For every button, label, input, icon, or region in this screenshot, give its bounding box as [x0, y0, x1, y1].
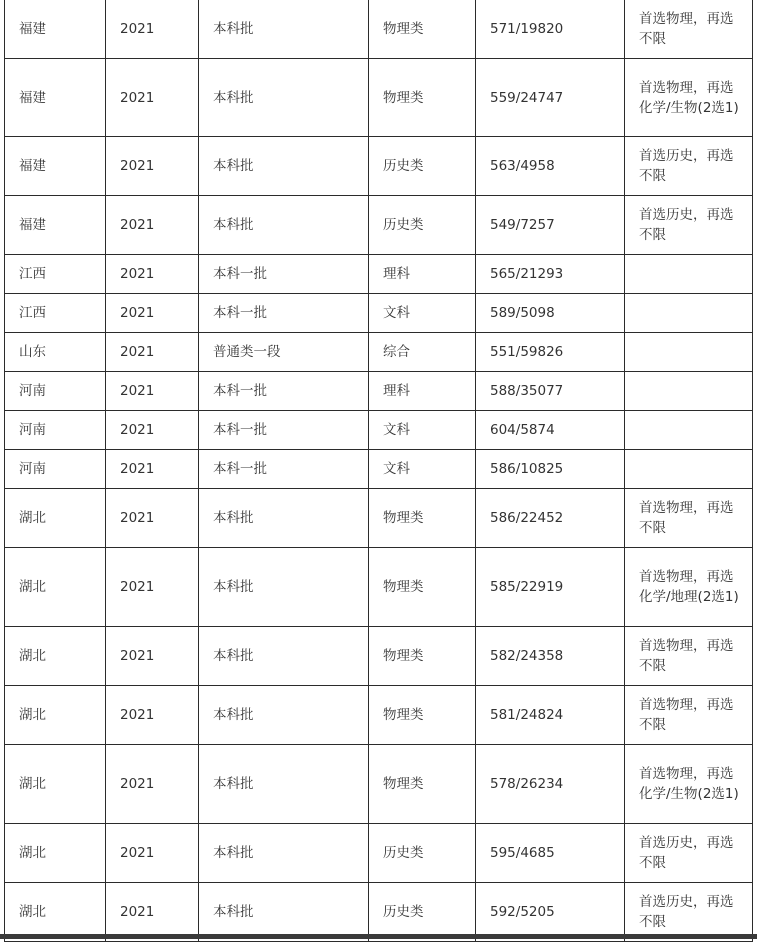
table-row [5, 745, 753, 824]
year-cell: 2021 [106, 0, 199, 59]
subject-category-cell: 物理类 [369, 0, 476, 59]
batch-cell: 本科批 [199, 824, 369, 883]
subject-category-cell: 文科 [369, 294, 476, 333]
batch-cell: 本科批 [199, 686, 369, 745]
table-row [5, 0, 753, 59]
table-row [5, 59, 753, 137]
subject-category-cell: 理科 [369, 255, 476, 294]
score-rank-cell: 563/4958 [476, 137, 625, 196]
province-cell: 湖北 [5, 824, 106, 883]
subject-category-cell: 物理类 [369, 548, 476, 627]
year-cell: 2021 [106, 294, 199, 333]
province-cell: 湖北 [5, 686, 106, 745]
table-row [5, 548, 753, 627]
year-cell: 2021 [106, 411, 199, 450]
batch-cell: 本科批 [199, 627, 369, 686]
year-cell: 2021 [106, 548, 199, 627]
table-row [5, 883, 753, 942]
province-cell: 湖北 [5, 883, 106, 942]
batch-cell: 本科批 [199, 196, 369, 255]
batch-cell: 本科批 [199, 59, 369, 137]
subject-requirement-cell [625, 294, 753, 333]
table-row [5, 137, 753, 196]
subject-requirement-cell: 首选物理，再选不限 [625, 489, 753, 548]
table-row [5, 450, 753, 489]
admission-score-table [4, 0, 753, 942]
subject-category-cell: 历史类 [369, 883, 476, 942]
year-cell: 2021 [106, 824, 199, 883]
batch-cell: 本科一批 [199, 450, 369, 489]
year-cell: 2021 [106, 137, 199, 196]
subject-category-cell: 文科 [369, 450, 476, 489]
subject-requirement-cell [625, 411, 753, 450]
batch-cell: 本科批 [199, 548, 369, 627]
subject-requirement-cell [625, 255, 753, 294]
score-rank-cell: 551/59826 [476, 333, 625, 372]
subject-requirement-cell: 首选物理，再选化学/生物(2选1) [625, 59, 753, 137]
batch-cell: 本科一批 [199, 255, 369, 294]
subject-requirement-cell: 首选物理，再选不限 [625, 0, 753, 59]
province-cell: 山东 [5, 333, 106, 372]
score-rank-cell: 571/19820 [476, 0, 625, 59]
score-rank-cell: 586/22452 [476, 489, 625, 548]
province-cell: 江西 [5, 294, 106, 333]
score-rank-cell: 585/22919 [476, 548, 625, 627]
year-cell: 2021 [106, 333, 199, 372]
table-row [5, 627, 753, 686]
score-rank-cell: 589/5098 [476, 294, 625, 333]
subject-requirement-cell: 首选物理，再选不限 [625, 686, 753, 745]
subject-requirement-cell: 首选物理，再选化学/地理(2选1) [625, 548, 753, 627]
year-cell: 2021 [106, 883, 199, 942]
batch-cell: 本科批 [199, 489, 369, 548]
bottom-scrollbar-edge [0, 934, 757, 939]
subject-category-cell: 物理类 [369, 59, 476, 137]
province-cell: 河南 [5, 411, 106, 450]
table-row [5, 489, 753, 548]
province-cell: 福建 [5, 0, 106, 59]
subject-category-cell: 历史类 [369, 824, 476, 883]
year-cell: 2021 [106, 59, 199, 137]
province-cell: 湖北 [5, 489, 106, 548]
table-row [5, 294, 753, 333]
province-cell: 江西 [5, 255, 106, 294]
province-cell: 湖北 [5, 745, 106, 824]
score-rank-cell: 592/5205 [476, 883, 625, 942]
table-row [5, 824, 753, 883]
subject-category-cell: 历史类 [369, 196, 476, 255]
year-cell: 2021 [106, 686, 199, 745]
subject-category-cell: 物理类 [369, 686, 476, 745]
province-cell: 河南 [5, 372, 106, 411]
batch-cell: 普通类一段 [199, 333, 369, 372]
table-row [5, 333, 753, 372]
batch-cell: 本科一批 [199, 372, 369, 411]
province-cell: 福建 [5, 137, 106, 196]
batch-cell: 本科一批 [199, 294, 369, 333]
year-cell: 2021 [106, 372, 199, 411]
score-rank-cell: 565/21293 [476, 255, 625, 294]
subject-category-cell: 历史类 [369, 137, 476, 196]
batch-cell: 本科批 [199, 883, 369, 942]
score-rank-cell: 586/10825 [476, 450, 625, 489]
subject-category-cell: 物理类 [369, 627, 476, 686]
year-cell: 2021 [106, 627, 199, 686]
batch-cell: 本科批 [199, 745, 369, 824]
score-rank-cell: 582/24358 [476, 627, 625, 686]
table-body [5, 0, 753, 942]
subject-category-cell: 综合 [369, 333, 476, 372]
year-cell: 2021 [106, 450, 199, 489]
subject-requirement-cell: 首选历史，再选不限 [625, 883, 753, 942]
score-rank-cell: 581/24824 [476, 686, 625, 745]
province-cell: 福建 [5, 59, 106, 137]
table-row [5, 686, 753, 745]
score-rank-cell: 604/5874 [476, 411, 625, 450]
subject-requirement-cell: 首选历史，再选不限 [625, 824, 753, 883]
subject-category-cell: 理科 [369, 372, 476, 411]
subject-requirement-cell: 首选历史，再选不限 [625, 137, 753, 196]
subject-category-cell: 物理类 [369, 489, 476, 548]
subject-requirement-cell: 首选历史，再选不限 [625, 196, 753, 255]
province-cell: 河南 [5, 450, 106, 489]
table-row [5, 411, 753, 450]
year-cell: 2021 [106, 745, 199, 824]
province-cell: 福建 [5, 196, 106, 255]
table-row [5, 372, 753, 411]
batch-cell: 本科一批 [199, 411, 369, 450]
subject-requirement-cell [625, 450, 753, 489]
subject-requirement-cell: 首选物理，再选化学/生物(2选1) [625, 745, 753, 824]
subject-requirement-cell: 首选物理，再选不限 [625, 627, 753, 686]
year-cell: 2021 [106, 196, 199, 255]
score-rank-cell: 588/35077 [476, 372, 625, 411]
batch-cell: 本科批 [199, 137, 369, 196]
table-row [5, 196, 753, 255]
subject-requirement-cell [625, 333, 753, 372]
table-row [5, 255, 753, 294]
province-cell: 湖北 [5, 548, 106, 627]
subject-category-cell: 物理类 [369, 745, 476, 824]
score-rank-cell: 559/24747 [476, 59, 625, 137]
score-rank-cell: 595/4685 [476, 824, 625, 883]
subject-requirement-cell [625, 372, 753, 411]
year-cell: 2021 [106, 489, 199, 548]
score-rank-cell: 578/26234 [476, 745, 625, 824]
year-cell: 2021 [106, 255, 199, 294]
admission-score-table-container [4, 0, 752, 942]
score-rank-cell: 549/7257 [476, 196, 625, 255]
province-cell: 湖北 [5, 627, 106, 686]
subject-category-cell: 文科 [369, 411, 476, 450]
batch-cell: 本科批 [199, 0, 369, 59]
